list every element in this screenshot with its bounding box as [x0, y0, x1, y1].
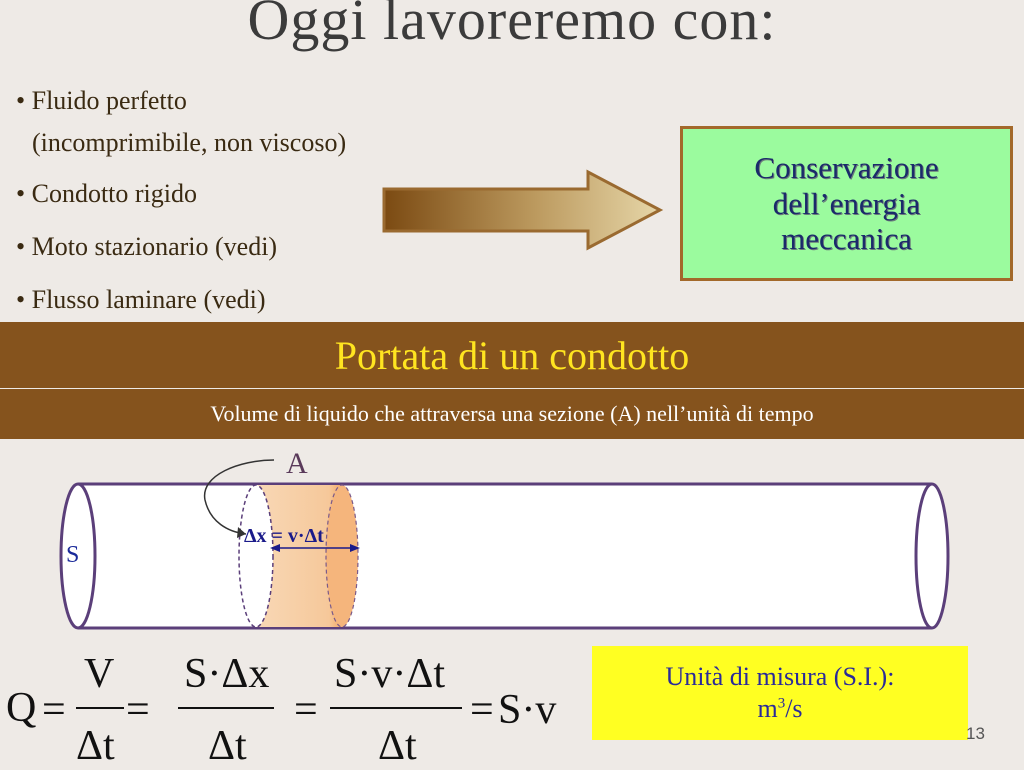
energy-box-line-1: Conservazione [754, 149, 939, 185]
page-number: 13 [966, 724, 985, 743]
definition-text: Volume di liquido che attraversa una sezione (A) nell’unità di tempo [210, 401, 814, 426]
unit-exponent: 3 [777, 695, 786, 712]
section-A-ellipse [239, 485, 273, 627]
fraction-bar [330, 707, 462, 709]
formula-term1-num: V [84, 651, 115, 697]
unit-rest: /s [785, 694, 803, 723]
label-S: S [66, 542, 80, 568]
pipe-right-end [916, 484, 948, 628]
formula-eq-1: = [42, 687, 66, 733]
bullet-conduit: • Condotto rigido [16, 179, 197, 208]
energy-box-line-3: meccanica [781, 221, 912, 257]
section-title: Portata di un condotto [334, 332, 690, 378]
units-value [757, 693, 802, 726]
bullet-fluid-detail: (incomprimibile, non viscoso) [32, 128, 347, 157]
fraction-bar [178, 707, 274, 709]
bullet-flow: • Flusso laminare (vedi) [16, 285, 266, 314]
displacement-label: Δx = v·Δt [244, 525, 324, 547]
formula-term3-num: S·v·Δt [334, 651, 446, 697]
units-title: Unità di misura (S.I.): [665, 661, 895, 691]
formula-result: S·v [498, 687, 557, 733]
formula-Q: Q [6, 685, 37, 731]
bullet-fluid: • Fluido perfetto [16, 86, 187, 115]
formula-eq-4: = [470, 687, 494, 733]
units-box [592, 646, 968, 740]
label-A: A [286, 447, 308, 480]
fraction-bar [76, 707, 124, 709]
bullet-motion: • Moto stazionario (vedi) [16, 232, 278, 261]
formula-term3-den: Δt [378, 723, 417, 769]
formula-term1-den: Δt [76, 723, 115, 769]
unit-base: m [757, 694, 778, 723]
section-end-ellipse [326, 485, 358, 627]
formula-eq-2: = [126, 687, 150, 733]
formula-eq-3: = [294, 687, 318, 733]
slide-title: Oggi lavoreremo con: [247, 0, 777, 52]
formula-term2-den: Δt [208, 723, 247, 769]
energy-box-line-2: dell’energia [772, 185, 921, 221]
formula-term2-num: S·Δx [184, 651, 270, 697]
